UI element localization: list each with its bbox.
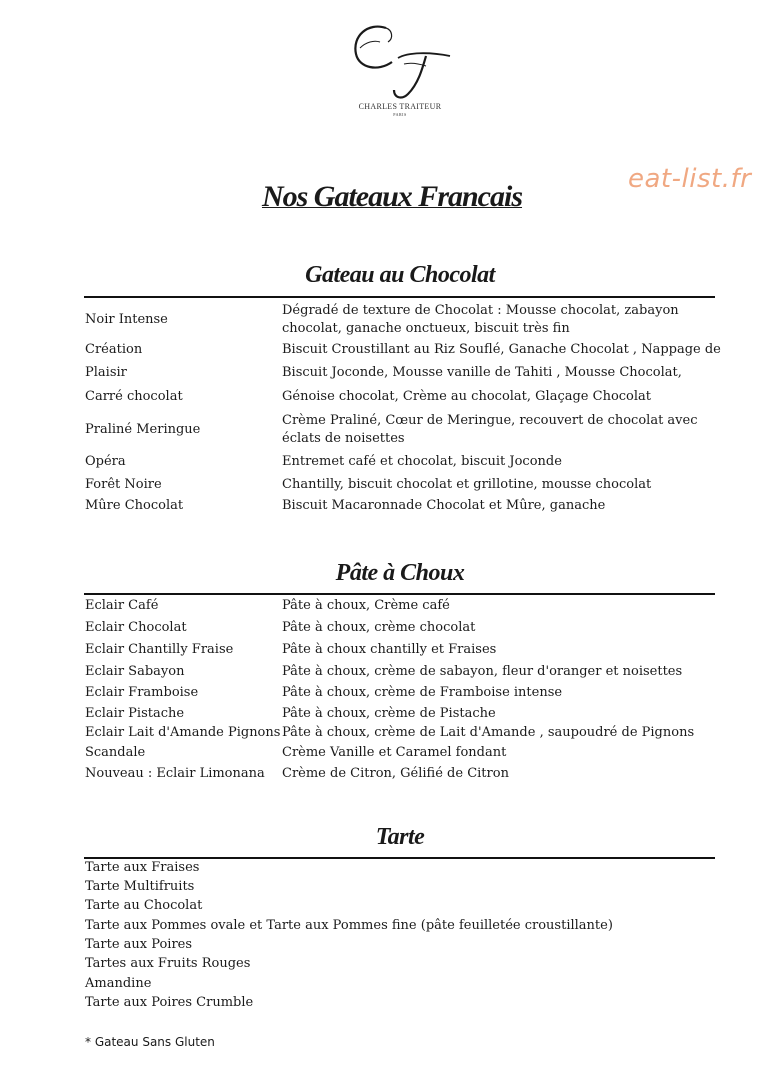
item-description: Pâte à choux, crème de Lait d'Amande , saupoudré de Pignons [282, 725, 695, 740]
item-description: Pâte à choux chantilly et Fraises [282, 642, 497, 657]
item-name: Eclair Sabayon [85, 664, 185, 679]
section-title-choux: Pâte à Choux [335, 560, 465, 586]
item-description: Pâte à choux, crème de Pistache [282, 706, 496, 721]
item-description: Pâte à choux, crème de Framboise intense [282, 685, 563, 700]
item-description: Crème Praliné, Cœur de Meringue, recouvert de chocolat avec éclats de noisettes [282, 413, 698, 446]
item-name: Noir Intense [85, 312, 168, 327]
ct-monogram-icon [346, 18, 454, 102]
item-name: Eclair Chantilly Fraise [85, 642, 234, 657]
item-description: Dégradé de texture de Chocolat : Mousse chocolat, zabayon chocolat, ganache onctueux, biscuit très fin [282, 303, 679, 336]
item-description: Biscuit Joconde, Mousse vanille de Tahiti , Mousse Chocolat, [282, 365, 682, 380]
item-description: Crème Vanille et Caramel fondant [282, 745, 507, 760]
item-name: Création [85, 342, 143, 357]
item-name: Nouveau : Eclair Limonana [85, 766, 265, 781]
item-name: Eclair Framboise [85, 685, 199, 700]
logo-brand-name: CHARLES TRAITEUR [358, 102, 442, 111]
list-item: Tarte au Chocolat [85, 898, 203, 913]
list-item: Tarte aux Fraises [85, 860, 200, 875]
list-item: Tarte aux Poires Crumble [85, 995, 254, 1010]
section-rule [84, 296, 715, 298]
watermark: eat-list.fr [628, 164, 752, 194]
list-item: Tarte aux Pommes ovale et Tarte aux Pommes fine (pâte feuilletée croustillante) [85, 918, 613, 933]
item-description: Chantilly, biscuit chocolat et grillotine, mousse chocolat [282, 477, 652, 492]
item-name: Scandale [85, 745, 146, 760]
footnote: * Gateau Sans Gluten [85, 1035, 215, 1049]
item-name: Eclair Lait d'Amande Pignons [85, 725, 281, 740]
item-description: Génoise chocolat, Crème au chocolat, Glaçage Chocolat [282, 389, 652, 404]
item-description: Pâte à choux, crème de sabayon, fleur d'oranger et noisettes [282, 664, 683, 679]
item-description: Pâte à choux, Crème café [282, 598, 450, 613]
item-description: Biscuit Croustillant au Riz Souflé, Ganache Chocolat , Nappage de [282, 342, 721, 357]
section-title-tarte: Tarte [375, 824, 425, 850]
logo-city: PARIS [393, 112, 407, 117]
section-title-chocolat: Gateau au Chocolat [305, 262, 495, 288]
section-rule [84, 593, 715, 595]
item-name: Mûre Chocolat [85, 498, 184, 513]
item-name: Praliné Meringue [85, 422, 201, 437]
item-name: Opéra [85, 454, 126, 469]
item-name: Carré chocolat [85, 389, 183, 404]
item-description: Crème de Citron, Gélifié de Citron [282, 766, 509, 781]
item-name: Plaisir [85, 365, 127, 380]
item-name: Eclair Chocolat [85, 620, 187, 635]
brand-logo [340, 18, 460, 118]
item-description: Biscuit Macaronnade Chocolat et Mûre, ganache [282, 498, 606, 513]
item-name: Forêt Noire [85, 477, 162, 492]
list-item: Tarte aux Poires [85, 937, 193, 952]
page-title: Nos Gateaux Francais [261, 180, 523, 213]
list-item: Amandine [85, 976, 152, 991]
item-description: Pâte à choux, crème chocolat [282, 620, 476, 635]
item-name: Eclair Pistache [85, 706, 185, 721]
item-name: Eclair Café [85, 598, 159, 613]
list-item: Tarte Multifruits [85, 879, 195, 894]
list-item: Tartes aux Fruits Rouges [85, 956, 251, 971]
item-description: Entremet café et chocolat, biscuit Joconde [282, 454, 562, 469]
